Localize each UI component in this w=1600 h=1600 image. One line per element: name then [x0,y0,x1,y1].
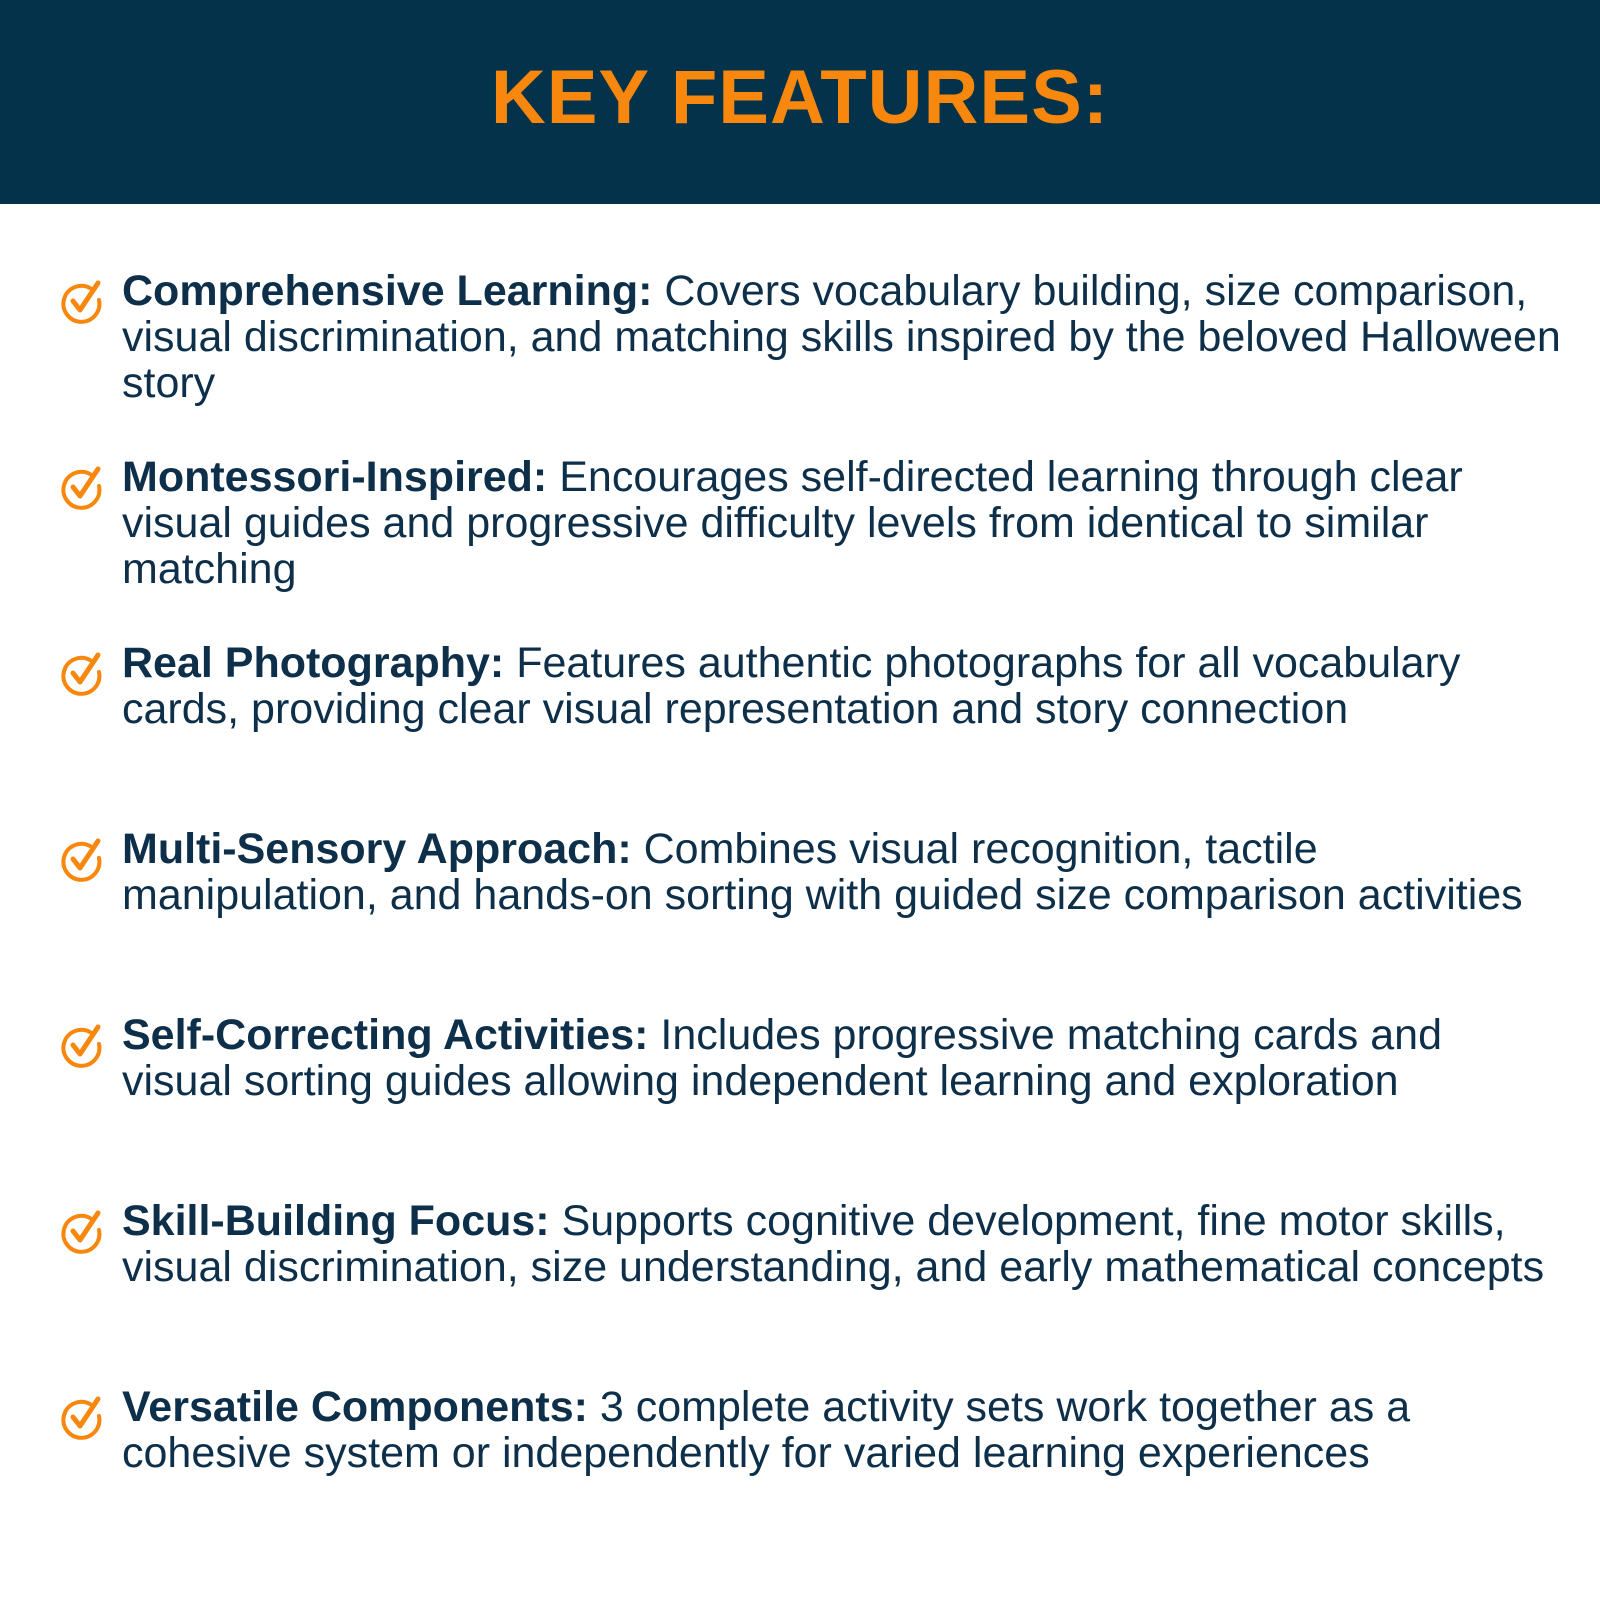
check-circle-icon [56,276,108,328]
feature-description: Supports cognitive development, fine motor skills, visual discrimination, size understanding, and early mathematical concepts [122,1197,1545,1291]
feature-title: Self-Correcting Activities: [122,1011,649,1059]
feature-description: Combines visual recognition, tactile manipulation, and hands-on sorting with guided size comparison activities [122,825,1523,919]
feature-description: Includes progressive matching cards and visual sorting guides allowing independent learning and exploration [122,1011,1443,1105]
feature-item [0,1380,1600,1566]
page-title: KEY FEATURES: [490,54,1110,140]
feature-item [0,636,1600,822]
feature-description: 3 complete activity sets work together as a cohesive system or independently for varied learning experiences [122,1383,1411,1477]
feature-item [0,450,1600,636]
feature-description: Covers vocabulary building, size comparison, visual discrimination, and matching skills inspired by the beloved Halloween story [122,267,1561,407]
feature-list [0,264,1600,1566]
feature-text [122,1384,1562,1476]
check-circle-icon [56,1020,108,1072]
feature-description: Features authentic photographs for all vocabulary cards, providing clear visual representation and story connection [122,639,1461,733]
feature-text [122,1198,1562,1290]
check-circle-icon [56,648,108,700]
feature-item [0,1008,1600,1194]
feature-title: Montessori-Inspired: [122,453,548,501]
feature-item [0,822,1600,1008]
feature-text [122,454,1562,592]
feature-description: Encourages self-directed learning through clear visual guides and progressive difficulty levels from identical to similar matching [122,453,1463,593]
check-circle-icon [56,462,108,514]
check-circle-icon [56,834,108,886]
feature-text [122,1012,1562,1104]
feature-item [0,264,1600,450]
feature-text [122,826,1562,918]
check-circle-icon [56,1206,108,1258]
feature-title: Real Photography: [122,639,505,687]
feature-title: Comprehensive Learning: [122,267,653,315]
feature-title: Versatile Components: [122,1383,588,1431]
feature-text [122,640,1562,732]
check-circle-icon [56,1392,108,1444]
feature-item [0,1194,1600,1380]
feature-title: Skill-Building Focus: [122,1197,550,1245]
feature-text [122,268,1562,406]
header-banner [0,0,1600,204]
feature-title: Multi-Sensory Approach: [122,825,632,873]
